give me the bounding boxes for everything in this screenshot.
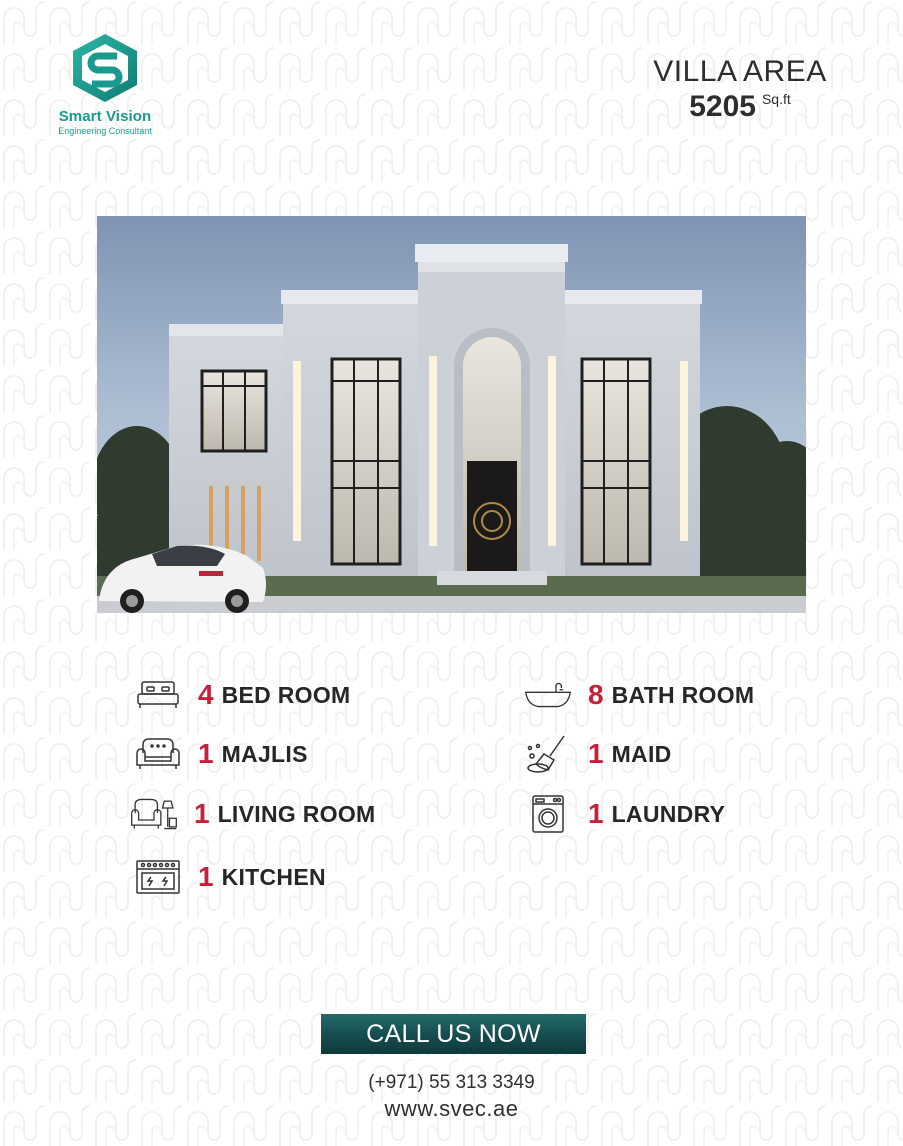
kitchen-label: KITCHEN [221,863,326,890]
bathroom-label: BATH ROOM [611,681,755,708]
villa-area-title: VILLA AREA [653,55,827,88]
brand-tagline: Engineering Consultant [58,126,152,136]
call-us-now-button[interactable]: CALL US NOW [321,1014,586,1054]
website-link[interactable]: www.svec.ae [384,1096,519,1121]
villa-area-value-line [630,90,850,124]
feature-living-room [130,792,376,836]
majlis-label: MAJLIS [221,740,308,767]
bathroom-count: 8 [588,679,604,710]
armchair-lamp-icon [130,794,178,834]
villa-area-block [630,56,850,124]
majlis-count: 1 [198,738,214,769]
feature-bedroom [134,673,350,717]
washing-machine-icon [524,794,572,834]
smart-vision-logo-mark [70,32,140,104]
laundry-label: LAUNDRY [611,800,726,827]
bedroom-label: BED ROOM [221,681,351,708]
laundry-count: 1 [588,798,604,829]
feature-maid [524,732,672,776]
feature-kitchen [134,855,326,899]
bathtub-icon [524,675,572,715]
maid-label: MAID [611,740,672,767]
villa-rendering-image [97,216,806,613]
feature-bathroom [524,673,754,717]
feature-majlis [134,732,308,776]
villa-area-number: 5205 [689,90,756,123]
villa-area-unit: Sq.ft [761,91,791,107]
phone-number[interactable]: (+971) 55 313 3349 [368,1072,535,1093]
maid-count: 1 [588,738,604,769]
brand-logo [50,32,160,136]
bed-icon [134,675,182,715]
oven-icon [134,857,182,897]
brand-name: Smart Vision [58,108,152,125]
feature-laundry [524,792,725,836]
living-room-count: 1 [194,798,210,829]
bedroom-count: 4 [198,679,214,710]
living-room-label: LIVING ROOM [217,800,376,827]
cleaning-icon [524,734,572,774]
kitchen-count: 1 [198,861,214,892]
sofa-icon [134,734,182,774]
